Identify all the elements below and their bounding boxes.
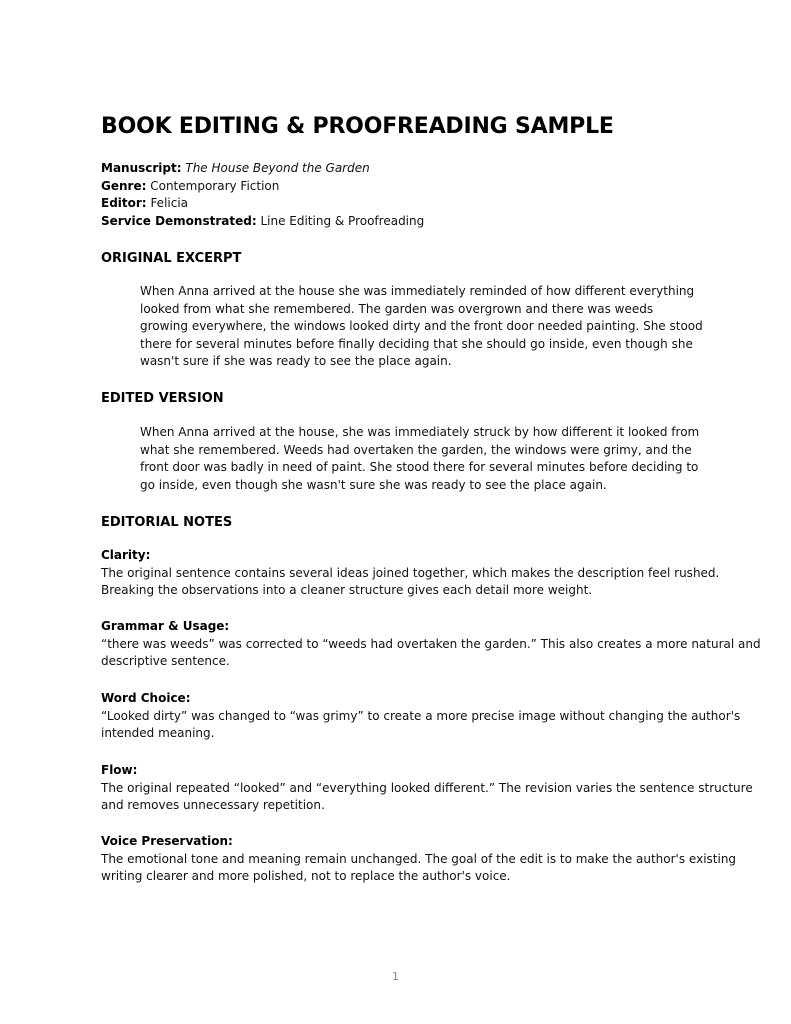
note-grammar-usage xyxy=(101,618,761,671)
edited-version-text xyxy=(140,424,700,494)
note-title: Voice Preservation: xyxy=(101,834,233,848)
note-flow xyxy=(101,762,753,815)
excerpt-line: When Anna arrived at the house she was immediately reminded of how different everything xyxy=(140,284,695,298)
original-excerpt-heading: ORIGINAL EXCERPT xyxy=(101,251,242,266)
note-line: Breaking the observations into a cleaner structure gives each detail more weight. xyxy=(101,583,593,597)
note-title: Clarity: xyxy=(101,548,151,562)
meta-genre xyxy=(101,178,424,196)
meta-value: Felicia xyxy=(150,196,189,210)
note-line: The emotional tone and meaning remain unchanged. The goal of the edit is to make the author's existing xyxy=(101,851,737,866)
meta-label: Manuscript: xyxy=(101,161,182,175)
meta-value: Line Editing & Proofreading xyxy=(260,213,425,228)
meta-value: The House Beyond the Garden xyxy=(185,161,370,175)
note-line: descriptive sentence. xyxy=(101,654,230,668)
original-excerpt-text xyxy=(140,283,703,371)
page-number: 1 xyxy=(392,970,399,983)
note-word-choice xyxy=(101,690,741,743)
note-body xyxy=(101,565,720,600)
meta-label: Service Demonstrated: xyxy=(101,213,257,228)
excerpt-line: looked from what she remembered. The garden was overgrown and there was weeds xyxy=(140,301,654,316)
note-body xyxy=(101,851,737,886)
note-line: The original repeated “looked” and “everything looked different.” The revision varies the sentence structure xyxy=(101,780,753,795)
meta-value: Contemporary Fiction xyxy=(150,178,280,193)
note-line: writing clearer and more polished, not to replace the author's voice. xyxy=(101,869,511,883)
manuscript-meta xyxy=(101,160,424,230)
note-line: “there was weeds” was corrected to “weeds had overtaken the garden.” This also creates a more natural and xyxy=(101,636,761,651)
excerpt-line: When Anna arrived at the house, she was immediately struck by how different it looked from xyxy=(140,425,700,439)
note-clarity xyxy=(101,547,720,600)
meta-service xyxy=(101,213,424,231)
meta-manuscript xyxy=(101,160,424,178)
note-body xyxy=(101,636,761,671)
excerpt-line: go inside, even though she wasn't sure she was ready to see the place again. xyxy=(140,477,607,492)
meta-label: Editor: xyxy=(101,196,147,210)
excerpt-line: growing everywhere, the windows looked dirty and the front door needed painting. She stood xyxy=(140,319,703,333)
edited-version-heading: EDITED VERSION xyxy=(101,391,224,406)
meta-label: Genre: xyxy=(101,178,147,193)
excerpt-line: there for several minutes before finally deciding that she should go inside, even though she xyxy=(140,336,693,351)
note-body xyxy=(101,708,741,743)
note-body xyxy=(101,780,753,815)
excerpt-line: what she remembered. Weeds had overtaken the garden, the windows were grimy, and the xyxy=(140,442,692,457)
editorial-notes-heading: EDITORIAL NOTES xyxy=(101,515,233,530)
note-title: Flow: xyxy=(101,763,138,777)
page-title: BOOK EDITING & PROOFREADING SAMPLE xyxy=(101,114,614,139)
excerpt-line: wasn't sure if she was ready to see the place again. xyxy=(140,354,452,368)
note-line: and removes unnecessary repetition. xyxy=(101,798,325,812)
note-line: “Looked dirty” was changed to “was grimy” to create a more precise image without changing the author's xyxy=(101,708,741,723)
note-line: intended meaning. xyxy=(101,726,215,740)
excerpt-line: front door was badly in need of paint. She stood there for several minutes before deciding to xyxy=(140,460,699,474)
note-title: Grammar & Usage: xyxy=(101,619,230,633)
meta-editor xyxy=(101,195,424,213)
note-line: The original sentence contains several ideas joined together, which makes the description feel rushed. xyxy=(101,565,720,580)
note-voice-preservation xyxy=(101,833,737,886)
note-title: Word Choice: xyxy=(101,691,191,705)
